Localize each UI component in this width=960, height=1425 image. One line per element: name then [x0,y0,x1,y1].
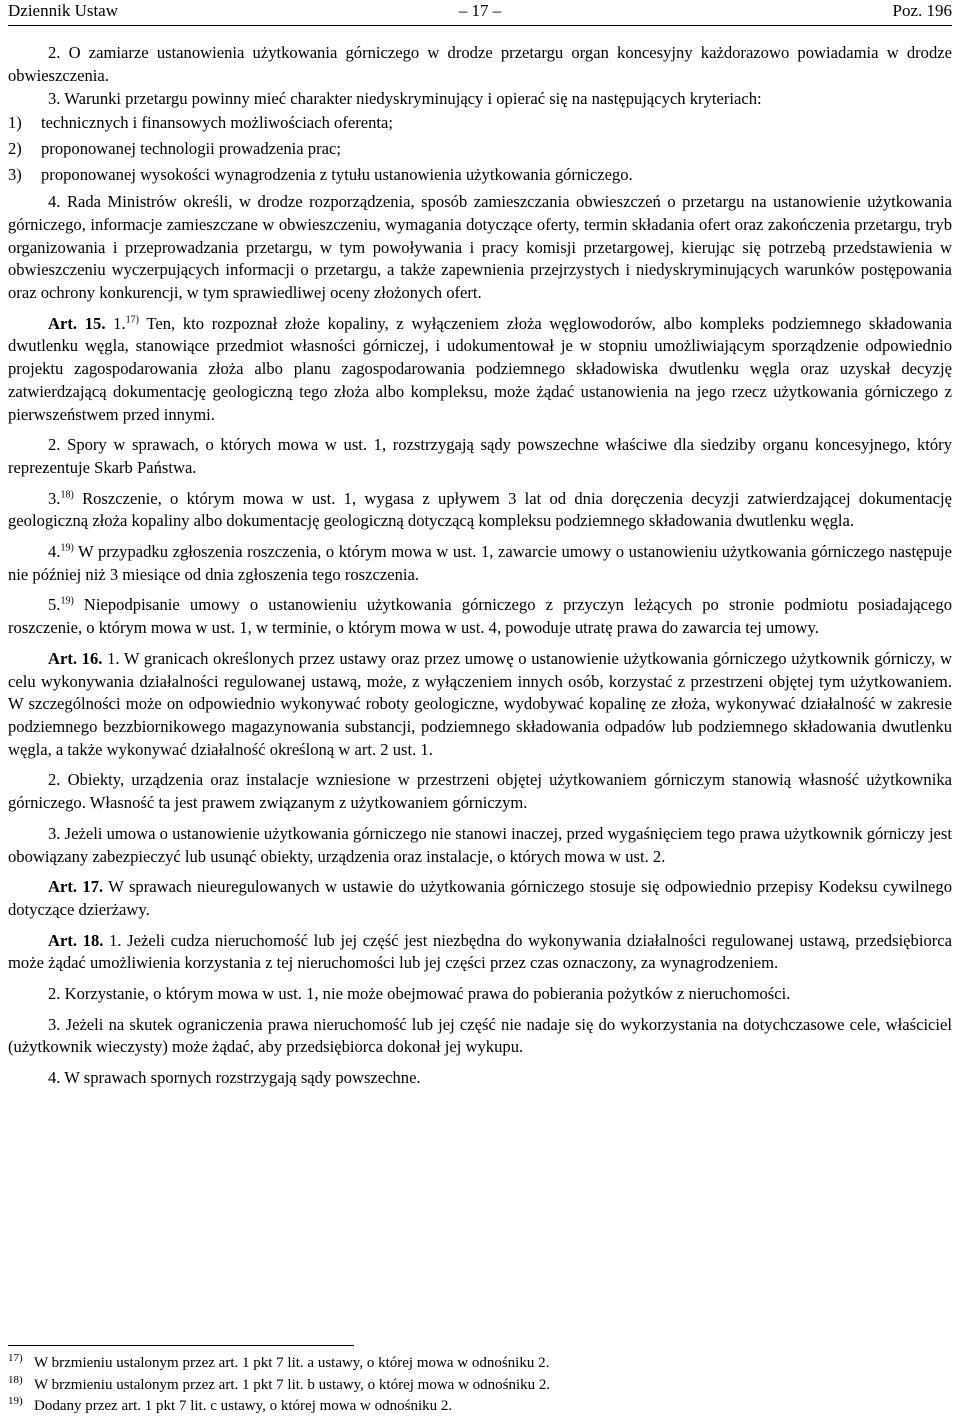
footnotes [8,1353,952,1418]
paragraph: 2. Spory w sprawach, o których mowa w ust. 1, rozstrzygają sądy powszechne właściwe dla siedziby organu koncesyjnego, który reprezentuje Skarb Państwa. [8,435,952,477]
article-16: Art. 16. 1. W granicach określonych przez ustawy oraz przez umowę o ustanowienie użytkowania górniczego użytkownik górniczy, w celu wykonywania działalności regulowanej ustawą, może, z wyłączeniem innych osób, korzystać z przestrzeni objętej tym użytkowaniem. W szczególności może on odpowiednio wykonywać roboty geologiczne, wydobywać kopalinę ze złoża, wykonywać działalność w zakresie podziemnego bezzbiornikowego magazynowania substancji, podziemnego składowania odpadów lub podziemnego składowania dwutlenku węgla, a także wykonywać działalność określoną w art. 2 ust. 1. [8,648,952,759]
footnote-divider [8,1345,354,1346]
page-number: – 17 – [458,1,502,20]
footnote-mark: 18) [8,1373,23,1386]
article-15: Art. 15. 1.$^{17)}$ Ten, kto rozpoznał złoże kopaliny, z wyłączeniem złoża węglowodorów, albo kompleks podziemnego składowania dwutlenku węgla, stanowiące przedmiot własności górniczej, i udokumentował je w stopniu umożliwiającym sporządzenie odpowiednio projektu zagospodarowania złoża albo planu zagospodarowania podziemnego składowiska dwutlenku węgla oraz uzyskał decyzję zatwierdzającą dokumentację geologiczną tego złoża albo kompleksu, może żądać ustanowienia na jego rzecz użytkowania górniczego z pierwszeństwem przed innymi. [8,313,952,424]
paragraph: 3. Warunki przetargu powinny mieć charakter niedyskryminujący i opierać się na następujących kryteriach: [48,89,762,109]
article-heading: Art. 17. [48,877,104,897]
paragraph: 3.$^{18)}$ Roszczenie, o którym mowa w ust. 1, wygasa z upływem 3 lat od dnia doręczenia decyzji zatwierdzającej dokumentację geologiczną złoża kopaliny albo dokumentację geologiczną dotyczącą kompleksu podziemnego składowania dwutlenku węgla. [8,488,952,531]
paragraph: 2. Korzystanie, o którym mowa w ust. 1, nie może obejmować prawa do pobierania pożytków z nieruchomości. [48,984,791,1004]
position-number: Poz. 196 [892,1,952,20]
paragraph: 5.$^{19)}$ Niepodpisanie umowy o ustanowieniu użytkowania górniczego z przyczyn leżących po stronie podmiotu posiadającego roszczenie, o którym mowa w ust. 1, w terminie, o którym mowa w ust. 4, powoduje utratę prawa do zawarcia tej umowy. [8,595,952,638]
list-item: 3) proponowanej wysokości wynagrodzenia z tytułu ustanowienia użytkowania górniczego. [8,164,633,184]
paragraph: 4.$^{19)}$ W przypadku zgłoszenia roszczenia, o którym mowa w ust. 1, zawarcie umowy o ustanowieniu użytkowania górniczego następuje nie później niż 3 miesiące od dnia zgłoszenia tego roszczenia. [8,542,952,584]
footnote-ref: 19) [60,595,74,607]
paragraph: 3. Jeżeli na skutek ograniczenia prawa nieruchomość lub jej część nie nadaje się do wykorzystania na dotychczasowe cele, właściciel (użytkownik wieczysty) może żądać, aby przedsiębiorca dokonał jej wykupu. [8,1014,952,1057]
footnote-ref: 17) [125,314,139,326]
article-heading: Art. 16. [48,648,103,668]
article-heading: Art. 18. [48,930,104,950]
criteria-list [8,112,952,186]
article-heading: Art. 15. [48,313,106,333]
paragraph: 4. W sprawach spornych rozstrzygają sądy powszechne. [48,1068,421,1088]
paragraph: 2. O zamiarze ustanowienia użytkowania górniczego w drodze przetargu organ koncesyjny każdorazowo powiadamia w drodze obwieszczenia. [8,43,952,85]
footnote-ref: 19) [60,542,74,554]
journal-title: Dziennik Ustaw [8,1,119,20]
article-17: Art. 17. W sprawach nieuregulowanych w ustawie do użytkowania górniczego stosuje się odpowiednio przepisy Kodeksu cywilnego dotyczące dzierżawy. [8,877,952,919]
page-header [8,0,952,24]
footnote: 18) W brzmieniu ustalonym przez art. 1 pkt 7 lit. b ustawy, o której mowa w odnośniku 2. [8,1375,952,1397]
header-divider [8,25,952,26]
paragraph: 2. Obiekty, urządzenia oraz instalacje wzniesione w przestrzeni objętej użytkowaniem górniczym stanowią własność użytkownika górniczego. Własność ta jest prawem związanym z użytkowaniem górniczym. [8,770,952,813]
footnote-mark: 19) [8,1395,23,1407]
article-18: Art. 18. 1. Jeżeli cudza nieruchomość lub jej część jest niezbędna do wykonywania działalności regulowanej ustawą, przedsiębiorca może żądać umożliwienia korzystania z tej nieruchomości lub jej części przez czas oznaczony, za wynagrodzeniem. [8,930,953,973]
paragraph: 4. Rada Ministrów określi, w drodze rozporządzenia, sposób zamieszczania obwieszczeń o przetargu na ustanowienie użytkowania górniczego, informacje zamieszczane w obwieszczeniu, wymagania dotyczące oferty, termin składania ofert oraz zakończenia przetargu, tryb organizowania i przeprowadzania przetargu, w tym powoływania i pracy komisji przetargowej, kierując się potrzebą przedstawienia w obwieszczeniu wyczerpujących informacji o przetargu, a także zapewnienia przejrzystych i niedyskryminujących warunków postępowania oraz ochrony konkurencji, w tym sprawiedliwej oceny złożonych ofert. [8,192,952,303]
footnote-ref: 18) [60,489,74,501]
paragraph: 3. Jeżeli umowa o ustanowienie użytkowania górniczego nie stanowi inaczej, przed wygaśnięciem tego prawa użytkownik górniczy jest obowiązany zabezpieczyć lub usunąć obiekty, urządzenia oraz instalacje, o których mowa w ust. 2. [8,823,952,866]
footnote: 19) Dodany przez art. 1 pkt 7 lit. c ustawy, o której mowa w odnośniku 2. [8,1396,952,1418]
list-item: 1) technicznych i finansowych możliwościach oferenta; [8,113,394,133]
document-body [8,42,952,1098]
footnote: 17) W brzmieniu ustalonym przez art. 1 pkt 7 lit. a ustawy, o której mowa w odnośniku 2. [8,1353,952,1375]
list-item: 2) proponowanej technologii prowadzenia prac; [8,138,341,158]
footnote-mark: 17) [8,1352,23,1364]
